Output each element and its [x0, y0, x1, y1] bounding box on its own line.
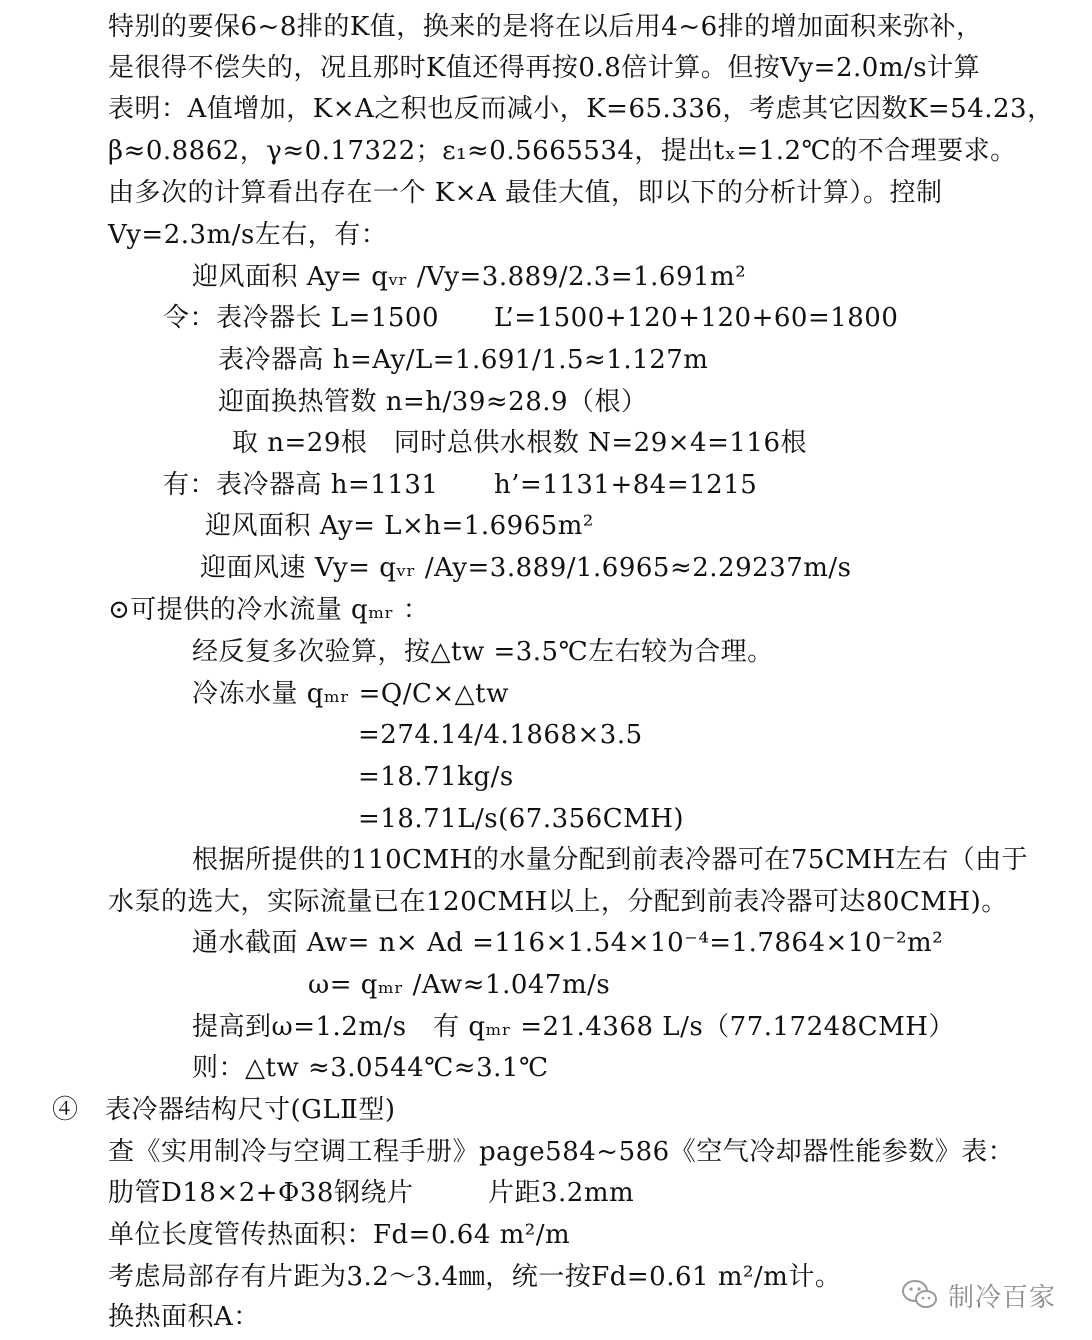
text-line: 迎风面积 Ay= L×h=1.6965m² [205, 511, 594, 541]
text-line: 特别的要保6~8排的K值，换来的是将在以后用4~6排的增加面积来弥补， [108, 12, 983, 42]
text-line: =18.71kg/s [358, 762, 514, 792]
text-line: 迎风面积 Ay= qᵥᵣ /Vy=3.889/2.3=1.691m² [192, 262, 747, 292]
text-line: 表冷器高 h=Ay/L=1.691/1.5≈1.127m [218, 345, 709, 375]
wechat-icon [900, 1278, 940, 1312]
text-line: =274.14/4.1868×3.5 [358, 720, 643, 750]
text-line: 查《实用制冷与空调工程手册》page584~586《空气冷却器性能参数》表： [108, 1137, 1015, 1167]
text-line: =18.71L/s(67.356CMH) [358, 804, 685, 834]
text-line: L’=1500+120+120+60=1800 [494, 303, 899, 333]
text-line: 单位长度管传热面积：Fd=0.64 m²/m [108, 1220, 571, 1250]
text-line: β≈0.8862，γ≈0.17322；ε₁≈0.5665534，提出tₓ=1.2℃的不合理要求。 [108, 136, 1017, 166]
text-line: 取 n=29根 同时总供水根数 N=29×4=116根 [232, 428, 808, 458]
text-line: 令：表冷器长 L=1500 [163, 303, 439, 333]
text-line: ω= qₘᵣ /Aw≈1.047m/s [308, 970, 611, 1000]
watermark-text: 制冷百家 [948, 1282, 1057, 1313]
text-line: 肋管D18×2+Φ38钢绕片 [108, 1178, 414, 1208]
text-line: 表明：A值增加，K×A之积也反而减小，K=65.336，考虑其它因数K=54.23， [108, 94, 1054, 124]
text-line: 迎面风速 Vy= qᵥᵣ /Ay=3.889/1.6965≈2.29237m/s [200, 553, 852, 583]
text-line: 片距3.2mm [488, 1178, 635, 1208]
text-line: 有：表冷器高 h=1131 [163, 470, 439, 500]
text-line: 由多次的计算看出存在一个 K×A 最佳大值，即以下的分析计算）。控制 [108, 178, 943, 208]
text-line: 水泵的选大，实际流量已在120CMH以上，分配到前表冷器可达80CMH)。 [108, 887, 1008, 917]
text-line: 换热面积A： [108, 1302, 260, 1332]
text-line: 迎面换热管数 n=h/39≈28.9（根） [218, 387, 648, 417]
text-line: 考虑局部存有片距为3.2～3.4㎜，统一按Fd=0.61 m²/m计。 [108, 1262, 842, 1292]
text-line: 通水截面 Aw= n× Ad =116×1.54×10⁻⁴=1.7864×10⁻²m² [192, 928, 944, 958]
section-heading: ④ 表冷器结构尺寸(GLⅡ型) [52, 1095, 396, 1125]
watermark [900, 1275, 1070, 1315]
text-line: h’=1131+84=1215 [494, 470, 758, 500]
text-line: 根据所提供的110CMH的水量分配到前表冷器可在75CMH左右（由于 [192, 845, 1029, 875]
text-line: 则：△tw ≈3.0544℃≈3.1℃ [192, 1053, 549, 1083]
text-line: ⊙可提供的冷水流量 qₘᵣ ： [108, 595, 430, 625]
text-line: 提高到ω=1.2m/s 有 qₘᵣ =21.4368 L/s（77.17248CMH） [192, 1012, 955, 1042]
text-line: Vy=2.3m/s左右，有： [108, 220, 388, 250]
text-line: 冷冻水量 qₘᵣ =Q/C×△tw [192, 679, 509, 709]
text-line: 是很得不偿失的，况且那时K值还得再按0.8倍计算。但按Vy=2.0m/s计算 [108, 53, 981, 83]
text-line: 经反复多次验算，按△tw =3.5℃左右较为合理。 [192, 637, 774, 667]
